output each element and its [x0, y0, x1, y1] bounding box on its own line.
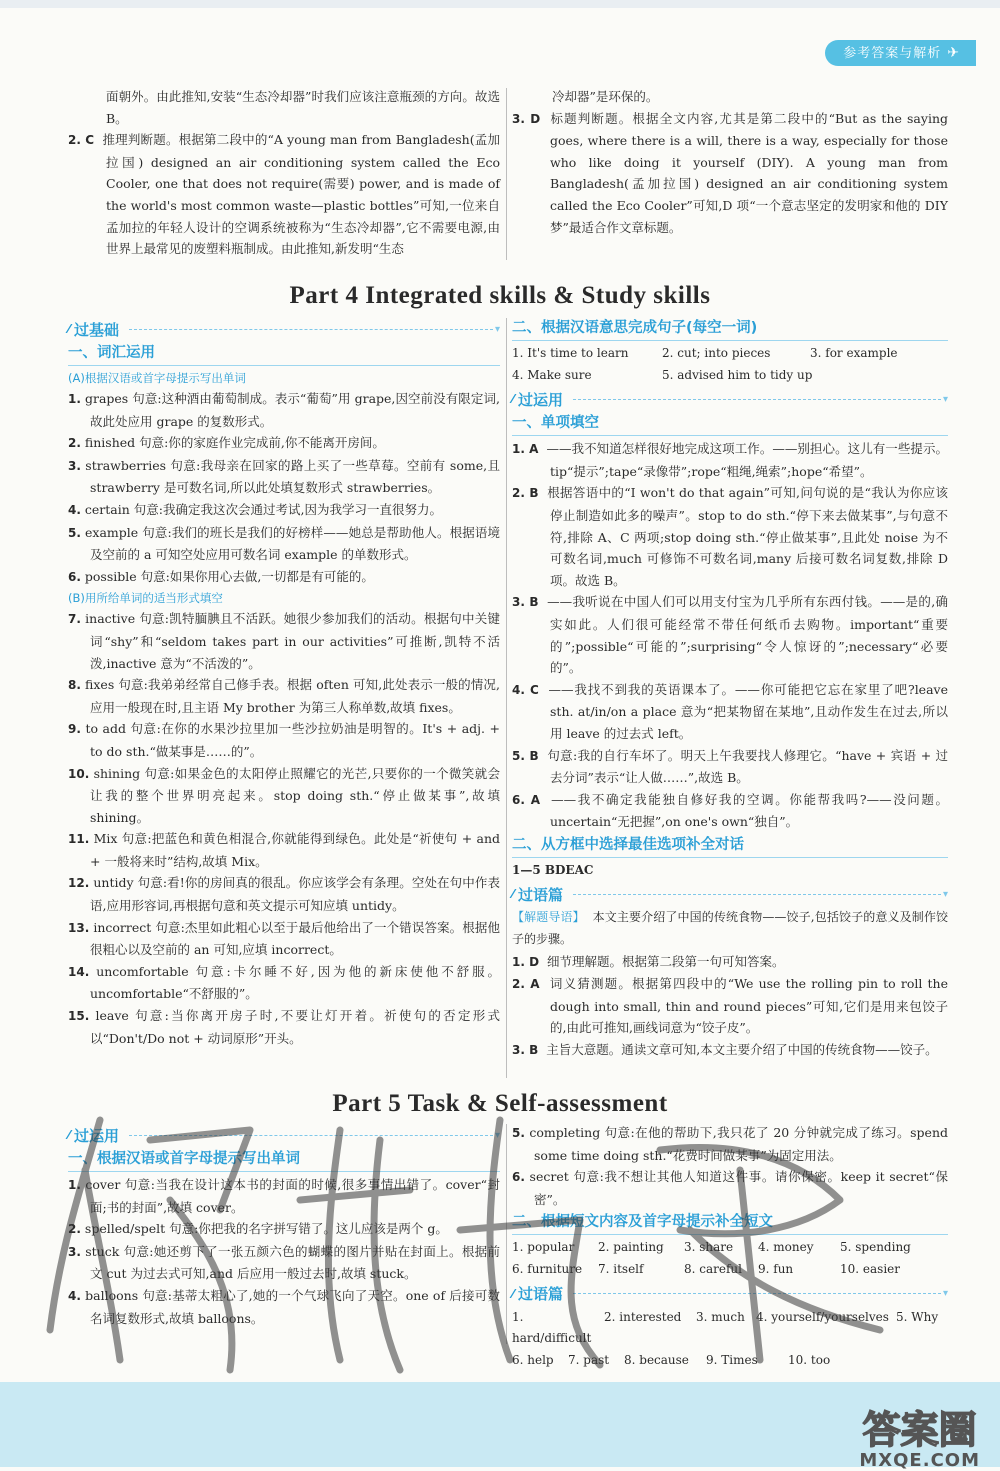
- answer-item: 7. inactive 句意:凯特腼腆且不活跃。她很少参加我们的活动。根据句中关键词“shy”和“seldom takes part in our activities”可推断,凯特不活泼,inactive 意为“不活泼的”。: [68, 611, 500, 671]
- answer-item: 3. stuck 句意:她还剪下了一张五颜六色的蝴蝶的图片并贴在封面上。根据前文 cut 为过去式可知,and 后应用一般过去时,故填 stuck。: [68, 1243, 500, 1282]
- column-divider: [506, 1124, 507, 1344]
- answer-item: 2. C 推理判断题。根据第二段中的“A young man from Bangladesh(孟加拉国) designed an air conditioning system called the Eco Cooler, one that does not require(需要) power, and is made of the world's most common waste—plastic bottles”可知,一位来自孟加拉的年轻人设计的空调系统被称为“生态冷却器”,它不需要电源,由世界上最常见的废塑料瓶制成。由此推知,新发明“生态: [68, 132, 500, 257]
- answer-continuation: 面朝外。由此推知,安装“生态冷却器”时我们应该注意瓶颈的方向。故选 B。: [106, 89, 500, 126]
- answer-item: 6. A ——我不确定我能独自修好我的空调。你能帮我吗?——没问题。uncertain“无把握”,on one's own“独自”。: [512, 791, 949, 830]
- answer-item: 2. finished 句意:你的家庭作业完成前,你不能离开房间。: [68, 435, 385, 451]
- section-apply: ⁄⁄ 过运用 ▾: [512, 390, 948, 409]
- answer-item: 5. completing 句意:在他的帮助下,我只花了 20 分钟就完成了练习。spend some time doing sth.“花费时间做某事”为固定用法。: [512, 1125, 948, 1163]
- answer-row: 1. It's time to learn 2. cut; into pieces 3. for example: [512, 346, 898, 360]
- part4-right-column: [512, 316, 948, 1062]
- part4-title: Part 4 Integrated skills & Study skills: [289, 282, 711, 309]
- answer-item: 5. example 句意:我们的班长是我们的好榜样——她总是帮助他人。根据语境及空前的 a 可知空处应用可数名词 example 的单数形式。: [68, 524, 500, 563]
- answer-continuation: 冷却器”是环保的。: [552, 89, 659, 104]
- part5-left-column: [68, 1122, 500, 1329]
- word-heading: 一、根据汉语或首字母提示写出单词: [68, 1148, 500, 1172]
- top-strip: [0, 0, 1000, 8]
- answer-item: 11. Mix 句意:把蓝色和黄色相混合,你就能得到绿色。此处是“祈使句 + and + 一般将来时”结构,故填 Mix。: [68, 831, 500, 869]
- answer-item: 13. incorrect 句意:杰里如此粗心以至于最后他给出了一个错误答案。根据他很粗心以及空前的 an 可知,应填 incorrect。: [68, 919, 500, 958]
- answer-item: 14. uncomfortable 句意:卡尔睡不好,因为他的新床使他不舒服。uncomfortable“不舒服的”。: [68, 963, 500, 1002]
- section-basics: ⁄⁄ 过基础 ▾: [68, 320, 500, 339]
- footer-band: [0, 1382, 1000, 1467]
- answer-item: 6. possible 句意:如果你用心去做,一切都是有可能的。: [68, 568, 374, 584]
- top-right-column: [512, 86, 948, 238]
- part4-left-column: [68, 316, 500, 1049]
- answer-item: 9. to add 句意:在你的水果沙拉里加一些沙拉奶油是明智的。It's + adj. + to do sth.“做某事是……的”。: [68, 721, 500, 759]
- section-reading: ⁄⁄ 过语篇 ▾: [512, 885, 948, 904]
- column-divider: [506, 88, 507, 260]
- answer-row: 6. help 7. past 8. because 9. Times 10. too: [512, 1352, 831, 1367]
- answer-row: 1. popular 2. painting 3. share 4. money 5. spending: [512, 1240, 911, 1255]
- answer-item: 10. shining 句意:如果金色的太阳停止照耀它的光芒,只要你的一个微笑就会让我的整个世界明亮起来。stop doing sth.“停止做某事”,故填 shining。: [68, 765, 500, 825]
- answer-item: 4. certain 句意:我确定我这次会通过考试,因为我学习一直很努力。: [68, 501, 442, 517]
- single-choice-heading: 一、单项填空: [512, 412, 948, 436]
- passage-heading: 二、根据短文内容及首字母提示补全短文: [512, 1211, 948, 1235]
- answer-item: 12. untidy 句意:看!你的房间真的很乱。你应该学会有条理。空处在句中作表语,应用形容词,再根据句意和英文提示可知应填 untidy。: [68, 875, 500, 914]
- section-apply: ⁄⁄ 过运用 ▾: [68, 1126, 500, 1145]
- answer-row: 4. Make sure 5. advised him to tidy up: [512, 367, 813, 382]
- section-reading: ⁄⁄ 过语篇 ▾: [512, 1285, 948, 1304]
- vocab-heading: 一、词汇运用: [68, 342, 500, 366]
- answer-item: 6. secret 句意:我不想让其他人知道这件事。请你保密。keep it secret“保密”。: [512, 1169, 948, 1207]
- answer-item: 4. balloons 句意:基蒂太粗心了,她的一个气球飞向了天空。one of 后接可数名词复数形式,故填 balloons。: [68, 1287, 500, 1326]
- answer-item: 5. B 句意:我的自行车坏了。明天上午我要找人修理它。“have + 宾语 + 过去分词”表示“让人做……”,故选 B。: [512, 747, 949, 786]
- answer-item: 1. cover 句意:当我在设计这本书的封面的时候,很多事情出错了。cover“封面;书的封面”,故填 cover。: [68, 1177, 500, 1215]
- answer-row: 6. furniture 7. itself 8. careful 9. fun 10. easier: [512, 1261, 900, 1276]
- top-left-column: [68, 86, 500, 260]
- answer-key-tab: 参考答案与解析 ✈: [825, 40, 976, 66]
- answer-item: 1. A ——我不知道怎样很好地完成这项工作。——别担心。这儿有一些提示。tip“提示”;tape“录像带”;rope“粗绳,绳索”;hope“希望”。: [512, 441, 949, 479]
- part5-right-column: [512, 1122, 948, 1371]
- part5-title: Part 5 Task & Self-assessment: [332, 1090, 668, 1117]
- answer-row: 1. hard/difficult 2. interested 3. much 4. yourself/yourselves 5. Why: [512, 1309, 939, 1346]
- column-divider: [506, 318, 507, 1078]
- answer-item: 1. grapes 句意:这种酒由葡萄制成。表示“葡萄”用 grape,因空前没有限定词,故此处应用 grape 的复数形式。: [68, 391, 500, 429]
- logo-mark: 答案圈: [862, 1408, 977, 1452]
- site-logo: [859, 1410, 980, 1471]
- answer-item: 3. B ——我听说在中国人们可以用支付宝为几乎所有东西付钱。——是的,确实如此。人们很可能经常不带任何纸币去购物。important“重要的”;possible“可能的”;surprising“令人惊讶的”;necessary“必要的”。: [512, 594, 948, 676]
- complete-heading: 二、根据汉语意思完成句子(每空一词): [512, 317, 948, 341]
- answer-item: 3. B 主旨大意题。通读文章可知,本文主要介绍了中国的传统食物——饺子。: [512, 1042, 938, 1058]
- answer-item: 4. C ——我找不到我的英语课本了。——你可能把它忘在家里了吧?leave sth. at/in/on a place 意为“把某物留在某地”,且动作发生在过去,所以用 leave 的过去式 left。: [512, 681, 948, 741]
- reading-guide: 【解题导语】 本文主要介绍了中国的传统食物——饺子,包括饺子的意义及制作饺子的步骤。: [512, 910, 948, 947]
- answer-item: 2. A 词义猜测题。根据第四段中的“We use the rolling pin to roll the dough into small, thin and round pieces”可知,它们是用来包饺子的,由此可推知,画线词意为“饺子皮”。: [512, 976, 948, 1036]
- sub-heading-b: (B)用所给单词的适当形式填空: [68, 591, 223, 606]
- answer-item: 15. leave 句意:当你离开房子时,不要让灯开着。祈使句的否定形式以“Don't/Do not + 动词原形”开头。: [68, 1008, 500, 1046]
- answer-item: 3. D 标题判断题。根据全文内容,尤其是第二段中的“But as the saying goes, where there is a will, there is a way, especially for those who like doing it yourself (DIY). A young man from Bangladesh(孟加拉国) designed an air conditioning system called the Eco Cooler”可知,D 项“一个意志坚定的发明家和他的 DIY 梦”最适合作文章标题。: [512, 110, 948, 235]
- answer-item: 2. spelled/spelt 句意:你把我的名字拼写错了。这儿应该是两个 g。: [68, 1221, 448, 1237]
- answer-item: 2. B 根据答语中的“I won't do that again”可知,问句说的是“我认为你应该停止制造如此多的噪声”。stop to do sth.“停下来去做某事”,与句意不符,排除 A、C 两项;stop doing sth.“停止做某事”,且此处 noise 为不可数名词,much 可修饰不可数名词,many 后接可数名词复数,排除 D 项。故选 B。: [512, 485, 949, 588]
- answer-item: 3. strawberries 句意:我母亲在回家的路上买了一些草莓。空前有 some,且 strawberry 是可数名词,所以此处填复数形式 strawberries。: [68, 457, 500, 496]
- swirl-icon: ✈: [947, 45, 960, 61]
- answer-item: 8. fixes 句意:我弟弟经常自己修手表。根据 often 可知,此处表示一般的情况,应用一般现在时,且主语 My brother 为第三人称单数,故填 fixes。: [68, 677, 500, 715]
- dialog-answer: 1—5 BDEAC: [512, 862, 594, 877]
- answer-item: 1. D 细节理解题。根据第二段第一句可知答案。: [512, 953, 785, 969]
- logo-url: MXQE.COM: [859, 1450, 980, 1471]
- dialog-heading: 二、从方框中选择最佳选项补全对话: [512, 834, 948, 858]
- sub-heading-a: (A)根据汉语或首字母提示写出单词: [68, 371, 246, 385]
